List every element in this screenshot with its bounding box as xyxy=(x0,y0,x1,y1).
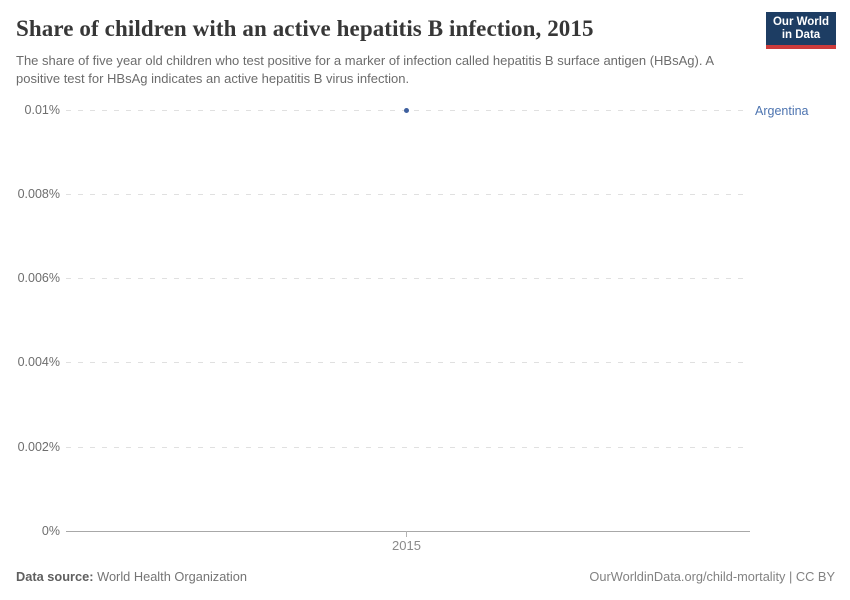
chart-footer xyxy=(16,569,835,584)
x-axis-line xyxy=(66,531,750,532)
data-point-argentina-2015[interactable] xyxy=(404,108,409,113)
y-axis-tick-label: 0.01% xyxy=(24,103,60,117)
gridline-dashed xyxy=(66,278,750,279)
page-title: Share of children with an active hepatitis B infection, 2015 xyxy=(16,16,594,41)
x-axis-tick-label: 2015 xyxy=(392,538,421,553)
data-source-value: World Health Organization xyxy=(97,569,247,584)
x-axis-tick-mark xyxy=(406,531,407,537)
y-axis-tick-label: 0.008% xyxy=(17,187,60,201)
data-source xyxy=(16,569,247,584)
y-axis-tick-label: 0.004% xyxy=(17,355,60,369)
entity-label-argentina[interactable]: Argentina xyxy=(755,104,809,118)
data-source-label: Data source: xyxy=(16,569,94,584)
y-axis-tick-label: 0.006% xyxy=(17,271,60,285)
gridline-dashed xyxy=(66,447,750,448)
chart-subtitle: The share of five year old children who test positive for a marker of infection called hepatitis B surface antigen (HBsAg). A positive test for HBsAg indicates an active hepatitis B virus infection. xyxy=(16,53,714,86)
owid-logo xyxy=(766,12,836,49)
logo-line-1: Our World xyxy=(772,16,829,28)
gridline-dashed xyxy=(66,194,750,195)
citation-link[interactable]: OurWorldinData.org/child-mortality | CC BY xyxy=(589,569,835,584)
y-axis-tick-label: 0% xyxy=(41,524,60,538)
logo-line-2: in Data xyxy=(781,29,821,41)
y-axis-tick-label: 0.002% xyxy=(17,440,60,454)
gridline-dashed xyxy=(66,362,750,363)
